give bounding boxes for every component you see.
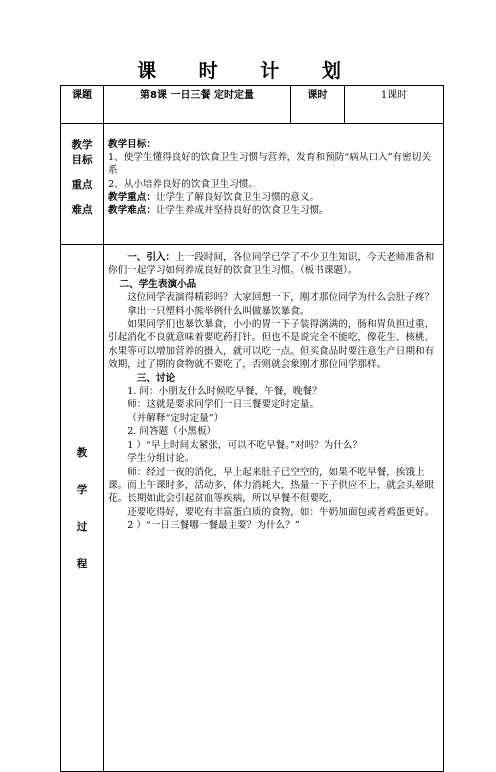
section-intro-text: 上一段时间，各位同学已学了不少卫生知识，今天老师准备和你们一起学习如何养成良好的饮食卫生习惯。（板书课题）。 — [108, 252, 435, 277]
skit-paragraph-1: 这位同学表演得精彩吗？大家回想一下，刚才那位同学为什么会肚子疼？ — [127, 292, 435, 304]
question-2-1-answer-cont: 还要吃得好，要吃有丰富蛋白质的食物，如：牛奶加面包或者鸡蛋更好。 — [127, 506, 435, 518]
question-1-note: （并解释“定时定量”） — [127, 412, 224, 424]
difficulty-point — [108, 204, 439, 217]
objectives-labels — [61, 124, 104, 245]
section-intro-head: 一、引入： — [127, 252, 176, 263]
key-point-label: 教学重点： — [108, 191, 156, 203]
lesson-plan-table — [60, 85, 444, 772]
question-2-1-answer: 师：经过一夜的消化，早上起来肚子已空空的，如果不吃早餐，挨饿上课。而上午课时多，活动多，体力消耗大，热量一下子供应不上，就会头晕眼花。长期如此会引起贫血等疾病，所以早餐不但要吃， — [108, 466, 435, 505]
process-row — [61, 245, 444, 772]
label-teaching: 教学 — [71, 139, 93, 151]
header-row — [61, 86, 444, 124]
objectives-heading: 教学目标： — [108, 139, 156, 150]
process-content — [104, 245, 444, 772]
label-difficulty: 难点 — [71, 204, 93, 216]
process-labels — [61, 245, 104, 772]
question-1-answer: 师：这就是要求同学们一日三餐要定时定量。 — [127, 399, 320, 411]
difficulty-text: 让学生养成并坚持良好的饮食卫生习惯。 — [155, 205, 329, 217]
question-2-2: 2 ）“一日三餐哪一餐最主要？为什么？” — [127, 520, 300, 532]
section-discussion-head: 三、讨论 — [136, 372, 176, 384]
skit-paragraph-2: 拿出一只塑料小熊举例什么叫做暴饮暴食。 — [127, 305, 310, 317]
label-cheng: 程 — [76, 558, 88, 570]
key-point-text: 让学生了解良好饮食卫生习惯的意义。 — [155, 191, 320, 203]
question-2-1: 1 ）“早上时间太紧张，可以不吃早餐。”对吗？为什么？ — [127, 439, 363, 451]
objective-item-2: 2、从小培养良好的饮食卫生习惯。 — [108, 178, 259, 190]
label-xue: 学 — [76, 484, 88, 496]
objective-item-1: 1、使学生懂得良好的饮食卫生习惯与营养，发育和预防“病从口入”有密切关系 — [108, 152, 431, 177]
section-skit-head: 二、学生表演小品 — [119, 278, 197, 290]
skit-paragraph-3: 如果同学们也暴饮暴食，小小的胃一下子装得满满的，肠和胃负担过重，引起消化不良就意味着要吃药打针。但也不是说完全不能吃，像花生、核桃、水果等可以增加营养的摄入，就可以吃一点。但买食品时要注意生产日期和有效期，过了期的食物就不要吃了，否则就会象刚才那位同学那样。 — [108, 319, 435, 371]
topic-value: 第8课 一日三餐 定时定量 — [104, 86, 291, 124]
difficulty-label: 教学难点： — [108, 205, 156, 217]
label-guo: 过 — [76, 521, 88, 533]
label-key: 重点 — [71, 179, 93, 191]
key-point — [108, 191, 439, 204]
objectives-content — [104, 124, 444, 245]
section-intro — [108, 251, 439, 278]
hours-label: 课时 — [291, 86, 345, 124]
page-title: 课 时 计 划 — [137, 60, 359, 82]
hours-value: 1课时 — [345, 86, 444, 124]
label-goal: 目标 — [71, 154, 93, 166]
question-2-1-discussion: 学生分组讨论。 — [127, 453, 195, 465]
label-jiao: 教 — [76, 447, 88, 459]
topic-label: 课题 — [61, 86, 104, 124]
question-2: 2. 问答题（小黑板） — [127, 426, 217, 438]
question-1: 1. 问：小朋友什么时候吃早餐，午餐，晚餐？ — [127, 386, 322, 398]
objectives-row — [61, 124, 444, 245]
